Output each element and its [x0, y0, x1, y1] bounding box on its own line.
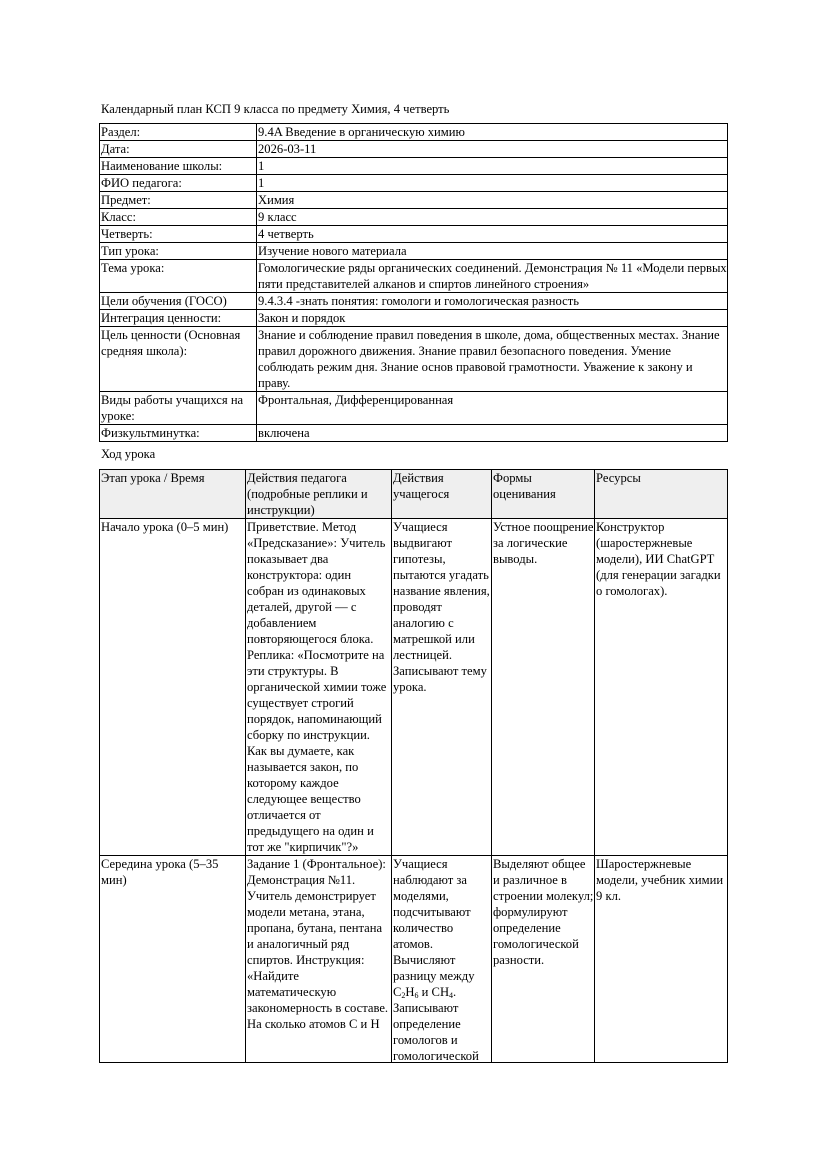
info-value: Закон и порядок [257, 310, 728, 327]
info-row [100, 310, 728, 327]
lesson-plan-table [99, 469, 728, 1063]
stage-cell: Начало урока (0–5 мин) [100, 519, 246, 856]
header-stage: Этап урока / Время [100, 470, 246, 519]
student-actions-cell: Учащиеся выдвигают гипотезы, пытаются угадать название явления, проводят аналогию с матрешкой или лестницей. Записывают тему урока. [392, 519, 492, 856]
info-value: 1 [257, 175, 728, 192]
info-label: Дата: [100, 141, 257, 158]
info-value: Фронтальная, Дифференцированная [257, 392, 728, 425]
info-label: Предмет: [100, 192, 257, 209]
info-value: 1 [257, 158, 728, 175]
info-value: 9 класс [257, 209, 728, 226]
info-value: 4 четверть [257, 226, 728, 243]
lesson-info-table [99, 123, 728, 442]
info-row [100, 158, 728, 175]
info-label: Четверть: [100, 226, 257, 243]
info-label: Цели обучения (ГОСО) [100, 293, 257, 310]
info-row [100, 392, 728, 425]
info-label: ФИО педагога: [100, 175, 257, 192]
info-label: Интеграция ценности: [100, 310, 257, 327]
info-row [100, 192, 728, 209]
assessment-cell: Устное поощрение за логические выводы. [492, 519, 595, 856]
info-value: Гомологические ряды органических соединений. Демонстрация № 11 «Модели первых пяти представителей алканов и спиртов линейного строения» [258, 261, 727, 291]
info-value: 9.4A Введение в органическую химию [257, 124, 728, 141]
info-row [100, 209, 728, 226]
info-label: Наименование школы: [100, 158, 257, 175]
info-row [100, 293, 728, 310]
info-value: Знание и соблюдение правил поведения в школе, дома, общественных местах. Знание правил дорожного движения. Знание правил безопасного поведения. Умение соблюдать режим дня. Знание основ правовой грамотности. Уважение к закону и праву. [257, 327, 728, 392]
lesson-progress-title: Ход урока [101, 447, 156, 461]
info-value: 9.4.3.4 -знать понятия: гомологи и гомологическая разность [257, 293, 728, 310]
document-title: Календарный план КСП 9 класса по предмету Химия, 4 четверть [101, 102, 450, 116]
info-label: Раздел: [100, 124, 257, 141]
info-row [100, 425, 728, 442]
plan-row-start [100, 519, 728, 856]
info-label: Виды работы учащихся на уроке: [100, 392, 257, 425]
info-label: Тип урока: [100, 243, 257, 260]
info-row [100, 226, 728, 243]
stage-cell: Середина урока (5–35 мин) [100, 856, 246, 1063]
assessment-cell: Выделяют общее и различное в строении молекул; формулируют определение гомологической разности. [492, 856, 595, 1063]
header-students: Действия учащегося [392, 470, 492, 519]
info-row [100, 243, 728, 260]
info-label: Физкультминутка: [100, 425, 257, 442]
info-label: Тема урока: [100, 260, 257, 293]
plan-header-row [100, 470, 728, 519]
info-row [100, 260, 728, 293]
header-resources: Ресурсы [595, 470, 728, 519]
resources-cell: Конструктор (шаростержневые модели), ИИ ChatGPT (для генерации загадки о гомологах). [595, 519, 728, 856]
header-teacher: Действия педагога (подробные реплики и инструкции) [246, 470, 392, 519]
info-row [100, 141, 728, 158]
header-assessment: Формы оценивания [492, 470, 595, 519]
info-value: 2026-03-11 [257, 141, 728, 158]
teacher-actions-cell: Приветствие. Метод «Предсказание»: Учитель показывает два конструктора: один собран из одинаковых деталей, другой — с добавлением повторяющегося блока. Реплика: «Посмотрите на эти структуры. В органической химии тоже существует строгий порядок, напоминающий сборку по инструкции. Как вы думаете, как называется закон, по которому каждое следующее вещество отличается от предыдущего на один и тот же "кирпичик"?» [246, 519, 392, 856]
info-value: Химия [257, 192, 728, 209]
info-value: включена [257, 425, 728, 442]
teacher-actions-cell: Задание 1 (Фронтальное): Демонстрация №11. Учитель демонстрирует модели метана, этана, пропана, бутана, пентана и аналогичный ряд спиртов. Инструкция: «Найдите математическую закономерность в составе. На сколько атомов C и H [246, 856, 392, 1063]
info-row [100, 124, 728, 141]
info-label: Цель ценности (Основная средняя школа): [100, 327, 257, 392]
resources-cell: Шаростержневые модели, учебник химии 9 кл. [595, 856, 728, 1063]
info-row [100, 327, 728, 392]
info-row [100, 175, 728, 192]
info-value: Изучение нового материала [257, 243, 728, 260]
plan-row-middle [100, 856, 728, 1063]
info-label: Класс: [100, 209, 257, 226]
student-actions-cell: Учащиеся наблюдают за моделями, подсчитывают количество атомов. Вычисляют разницу между $C_2H_6$ и $CH_4$. Записывают определение гомологов и гомологической [392, 856, 492, 1063]
